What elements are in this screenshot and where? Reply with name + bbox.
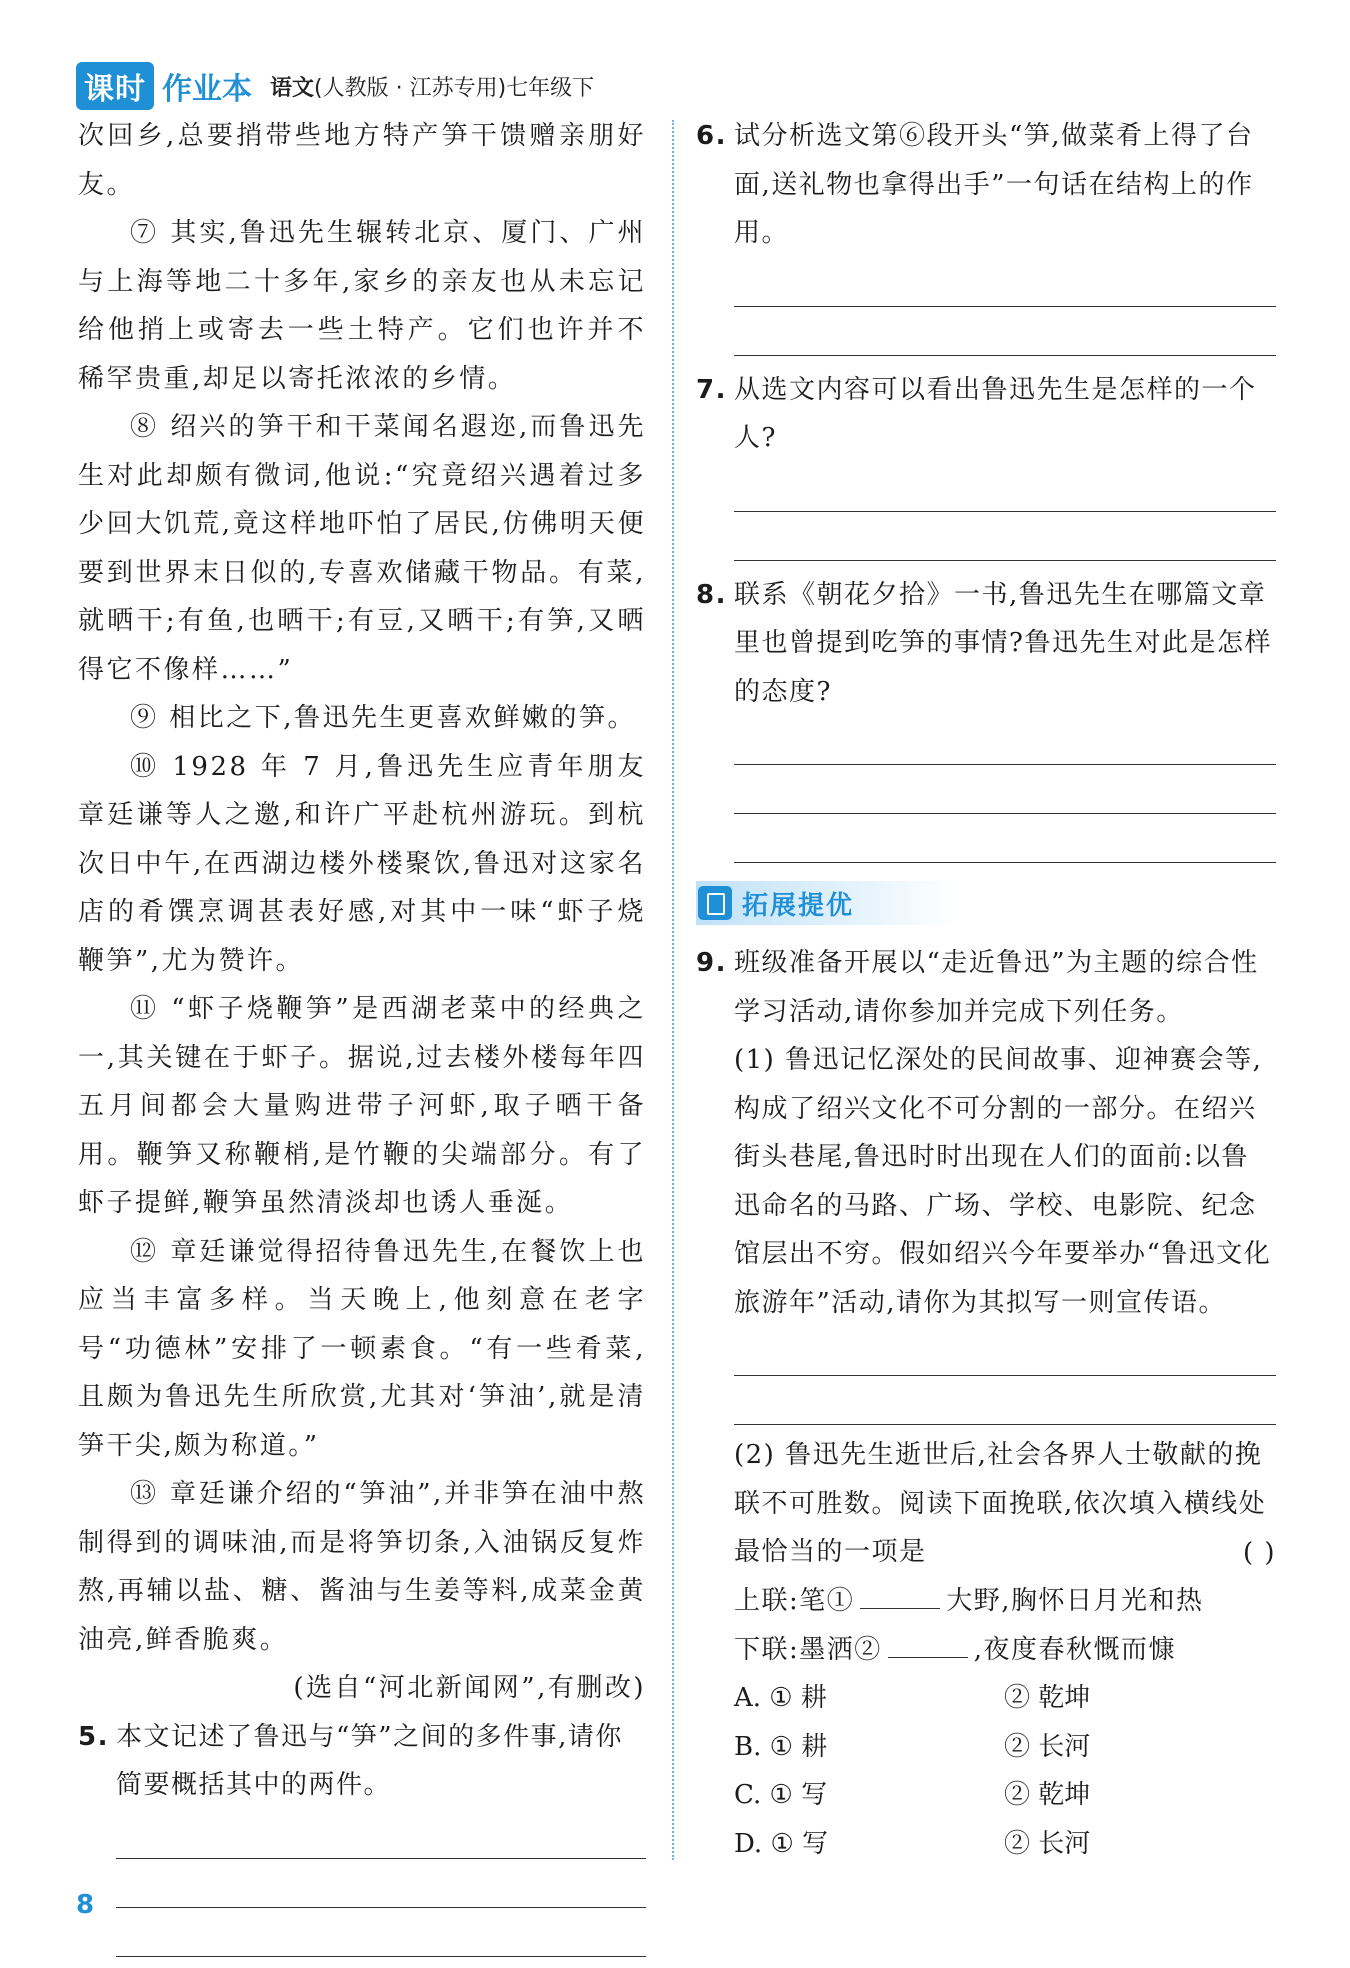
logo-mark: 课时 (76, 62, 154, 110)
left-column (78, 112, 646, 1957)
subject-name: 语文 (270, 75, 315, 101)
option-part-1: D. ① 写 (734, 1828, 829, 1859)
question-number: 7. (696, 374, 727, 405)
answer-line[interactable] (734, 1327, 1276, 1376)
couplet-upper-start: 上联:笔① (734, 1586, 855, 1616)
couplet-lower-start: 下联:墨洒② (734, 1634, 882, 1665)
question-7 (696, 366, 1276, 463)
paragraph-8: ⑧ 绍兴的笋干和干菜闻名遐迩,而鲁迅先生对此却颇有微词,他说:“究竟绍兴遇着过多少回大饥荒,竟这样地吓怕了居民,仿佛明天便要到世界末日似的,专喜欢储藏干物品。有菜,就晒干;有鱼,也晒干;有豆,又晒干;有笋,又晒得它不像样……” (78, 412, 646, 685)
answer-line[interactable] (734, 307, 1276, 356)
option-b[interactable] (734, 1723, 1276, 1772)
paragraph-10: ⑩ 1928 年 7 月,鲁迅先生应青年朋友章廷谦等人之邀,和许广平赴杭州游玩。到杭次日中午,在西湖边楼外楼聚饮,鲁迅对这家名店的肴馔烹调甚表好感,对其中一味“虾子烧鞭笋”,尤为赞许。 (78, 751, 646, 976)
paragraph-12: ⑫ 章廷谦觉得招待鲁迅先生,在餐饮上也应当丰富多样。当天晚上,他刻意在老字号“功德林”安排了一顿素食。“有一些肴菜,且颇为鲁迅先生所欣赏,尤其对‘笋油’,就是清笋干尖,颇为称道。” (78, 1236, 646, 1461)
paragraph-cont: 次回乡,总要捎带些地方特产笋干馈赠亲朋好友。 (78, 121, 646, 200)
option-part-1: A. ① 耕 (734, 1683, 827, 1713)
question-8 (696, 571, 1276, 717)
subquestion-9-2 (734, 1431, 1276, 1577)
question-number: 9. (696, 948, 727, 978)
answer-line[interactable] (734, 716, 1276, 765)
question-text: 试分析选文第⑥段开头“笋,做菜肴上得了台面,送礼物也拿得出手”一句话在结构上的作用。 (734, 121, 1254, 248)
answer-bracket[interactable]: ( ) (1242, 1537, 1276, 1568)
question-text: 从选文内容可以看出鲁迅先生是怎样的一个人? (734, 374, 1257, 453)
question-number: 5. (78, 1721, 109, 1752)
option-part-2: ② 乾坤 (1004, 1780, 1091, 1810)
logo (76, 62, 252, 110)
blank-2[interactable] (888, 1631, 968, 1658)
subquestion-9-1: (1) 鲁迅记忆深处的民间故事、迎神赛会等,构成了绍兴文化不可分割的一部分。在绍兴街头巷尾,鲁迅时时出现在人们的面前:以鲁迅命名的马路、广场、学校、电影院、纪念馆层出不穷。假如绍兴今年要举办“鲁迅文化旅游年”活动,请你为其拟写一则宣传语。 (734, 1045, 1272, 1318)
paragraph-7: ⑦ 其实,鲁迅先生辗转北京、厦门、广州与上海等地二十多年,家乡的亲友也从未忘记给他捎上或寄去一些土特产。它们也许并不稀罕贵重,却足以寄托浓浓的乡情。 (78, 218, 646, 394)
subquestion-text: (2) 鲁迅先生逝世后,社会各界人士敬献的挽联不可胜数。阅读下面挽联,依次填入横线处最恰当的一项是 (734, 1440, 1267, 1567)
option-part-2: ② 乾坤 (1004, 1683, 1091, 1713)
section-banner (696, 881, 956, 925)
option-part-1: C. ① 写 (734, 1780, 828, 1810)
page-header (76, 64, 594, 108)
question-text: 班级准备开展以“走近鲁迅”为主题的综合性学习活动,请你参加并完成下列任务。 (734, 948, 1259, 1027)
option-part-1: B. ① 耕 (734, 1731, 828, 1762)
question-6 (696, 112, 1276, 258)
answer-line[interactable] (734, 1376, 1276, 1425)
page-number: 8 (76, 1890, 95, 1920)
answer-line[interactable] (116, 1859, 646, 1908)
option-part-2: ② 长河 (1004, 1731, 1091, 1762)
option-a[interactable] (734, 1674, 1276, 1723)
question-9 (696, 939, 1276, 1036)
paragraph-13: ⑬ 章廷谦介绍的“笋油”,并非笋在油中熬制得到的调味油,而是将笋切条,入油锅反复炸熬,再辅以盐、糖、酱油与生姜等料,成菜金黄油亮,鲜香脆爽。 (78, 1479, 646, 1655)
column-divider (672, 120, 674, 1860)
edition-label: (人教版 · 江苏专用)七年级下 (314, 75, 595, 101)
answer-line[interactable] (734, 463, 1276, 512)
option-part-2: ② 长河 (1004, 1828, 1091, 1859)
couplet-upper (734, 1577, 1276, 1626)
question-number: 8. (696, 579, 727, 610)
section-title: 拓展提优 (742, 890, 855, 921)
couplet-upper-end: 大野,胸怀日月光和热 (946, 1586, 1204, 1616)
edit-icon (698, 886, 732, 920)
option-c[interactable] (734, 1771, 1276, 1820)
paragraph-9: ⑨ 相比之下,鲁迅先生更喜欢鲜嫩的笋。 (130, 703, 637, 733)
question-text: 联系《朝花夕拾》一书,鲁迅先生在哪篇文章里也曾提到吃笋的事情?鲁迅先生对此是怎样的态度? (734, 579, 1272, 707)
couplet-lower (734, 1626, 1276, 1675)
right-column (696, 112, 1276, 1868)
question-number: 6. (696, 121, 727, 151)
answer-line[interactable] (116, 1810, 646, 1859)
answer-line[interactable] (734, 512, 1276, 561)
question-text: 本文记述了鲁迅与“笋”之间的多件事,请你简要概括其中的两件。 (116, 1721, 623, 1800)
subject-label (270, 71, 594, 102)
answer-line[interactable] (734, 258, 1276, 307)
source-note: (选自“河北新闻网”,有删改) (293, 1673, 646, 1703)
blank-1[interactable] (860, 1582, 940, 1609)
couplet-lower-end: ,夜度春秋慨而慷 (973, 1634, 1177, 1665)
answer-line[interactable] (116, 1908, 646, 1957)
answer-line[interactable] (734, 814, 1276, 863)
paragraph-11: ⑪ “虾子烧鞭笋”是西湖老菜中的经典之一,其关键在于虾子。据说,过去楼外楼每年四五月间都会大量购进带子河虾,取子晒干备用。鞭笋又称鞭梢,是竹鞭的尖端部分。有了虾子提鲜,鞭笋虽然清淡却也诱人垂涎。 (78, 994, 646, 1218)
option-d[interactable] (734, 1820, 1276, 1869)
logo-text: 作业本 (162, 72, 252, 107)
question-5 (78, 1713, 646, 1810)
answer-line[interactable] (734, 765, 1276, 814)
